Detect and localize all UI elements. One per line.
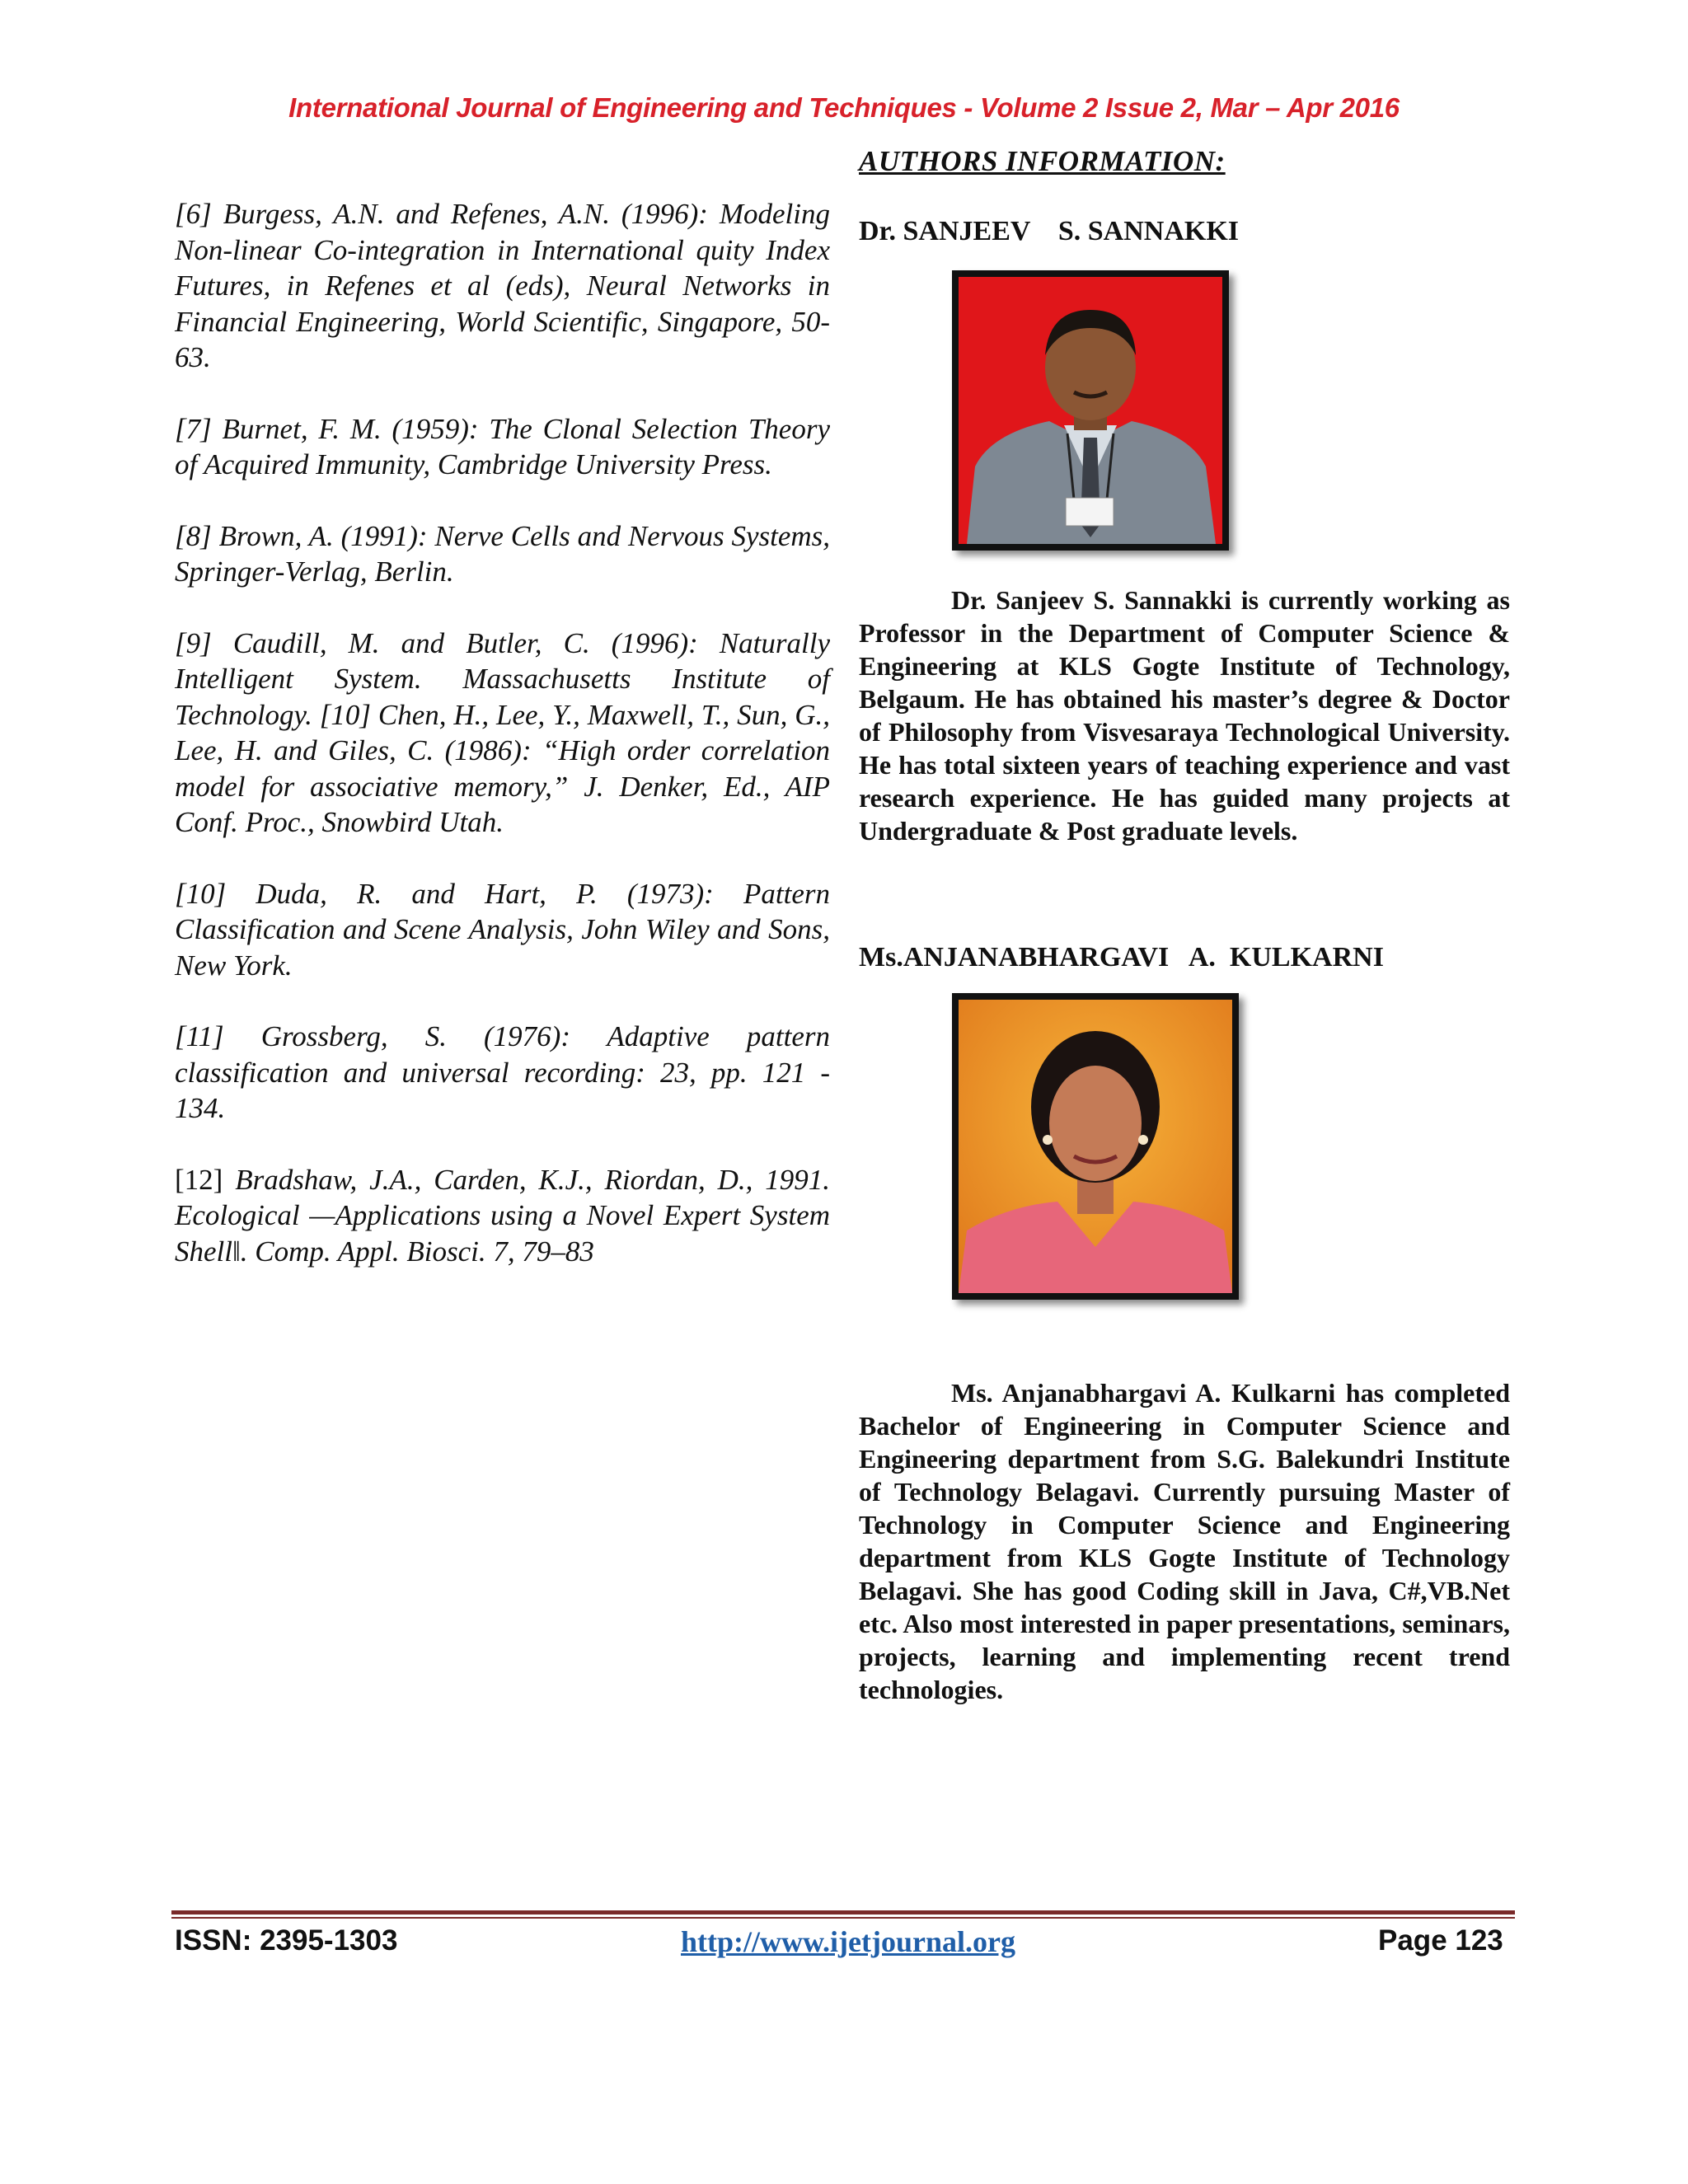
author1-photo: [952, 270, 1229, 551]
authors-heading: AUTHORS INFORMATION:: [859, 145, 1226, 177]
reference-6: [6] Burgess, A.N. and Refenes, A.N. (1996): Modeling Non-linear Co-integration in International quity Index Futures, in Refenes et al (eds), Neural Networks in Financial Engineering, World Scientific, Singapore, 50-63.: [175, 198, 830, 373]
footer-issn: ISSN: 2395-1303: [175, 1924, 398, 1957]
author1-name: Dr. SANJEEV S. SANNAKKI: [859, 216, 1239, 246]
reference-12: [175, 1162, 830, 1270]
author1-bio-text: Dr. Sanjeev S. Sannakki is currently working as Professor in the Department of Computer Science & Engineering at KLS Gogte Institute of Technology, Belgaum. He has obtained his master’s degree & Doctor of Philosophy from Visvesaraya Technological University. He has total sixteen years of teaching experience and vast research experience. He has guided many projects at Undergraduate & Post graduate levels.: [859, 585, 1510, 846]
author1-portrait-image: [959, 277, 1222, 544]
reference-8: [8] Brown, A. (1991): Nerve Cells and Nervous Systems, Springer-Verlag, Berlin.: [175, 519, 830, 588]
author2-name: Ms.ANJANABHARGAVI A. KULKARNI: [859, 942, 1384, 972]
author2-bio: [859, 1376, 1510, 1706]
author1-bio: [859, 583, 1510, 847]
author2-portrait-image: [959, 1000, 1232, 1293]
reference-7: [7] Burnet, F. M. (1959): The Clonal Selection Theory of Acquired Immunity, Cambridge University Press.: [175, 412, 830, 480]
author2-bio-text: Ms. Anjanabhargavi A. Kulkarni has completed Bachelor of Engineering in Computer Science and Engineering department from S.G. Balekundri Institute of Technology Belagavi. Currently pursuing Master of Technology in Computer Science and Engineering department from KLS Gogte Institute of Technology Belagavi. She has good Coding skill in Java, C#,VB.Net etc. Also most interested in paper presentations, seminars, projects, learning and implementing recent trend technologies.: [859, 1378, 1510, 1704]
footer-rule-thin: [171, 1917, 1515, 1919]
reference-11: [11] Grossberg, S. (1976): Adaptive pattern classification and universal recording: 23, pp. 121 - 134.: [175, 1020, 830, 1124]
footer-page-number: Page 123: [1378, 1924, 1503, 1957]
footer-rule-thick: [171, 1910, 1515, 1915]
reference-9: [9] Caudill, M. and Butler, C. (1996): Naturally Intelligent System. Massachusetts Institute of Technology. [10] Chen, H., Lee, Y., Maxwell, T., Sun, G., Lee, H. and Giles, C. (1986): “High order correlation model for associative memory,” J. Denker, Ed., AIP Conf. Proc., Snowbird Utah.: [175, 626, 830, 838]
reference-12-text: Bradshaw, J.A., Carden, K.J., Riordan, D., 1991. Ecological —Applications using a Novel Expert System Shell‖. Comp. Appl. Biosci. 7, 79–83: [175, 1163, 830, 1268]
journal-header: International Journal of Engineering and Techniques - Volume 2 Issue 2, Mar – Apr 2016: [288, 92, 1400, 123]
journal-url-link[interactable]: http://www.ijetjournal.org: [681, 1925, 1015, 1958]
footer-url[interactable]: [681, 1924, 1015, 1959]
references-column: [175, 196, 830, 1305]
author2-photo: [952, 993, 1239, 1300]
reference-10: [10] Duda, R. and Hart, P. (1973): Pattern Classification and Scene Analysis, John Wiley and Sons, New York.: [175, 877, 830, 982]
reference-12-number: [12]: [175, 1163, 223, 1196]
